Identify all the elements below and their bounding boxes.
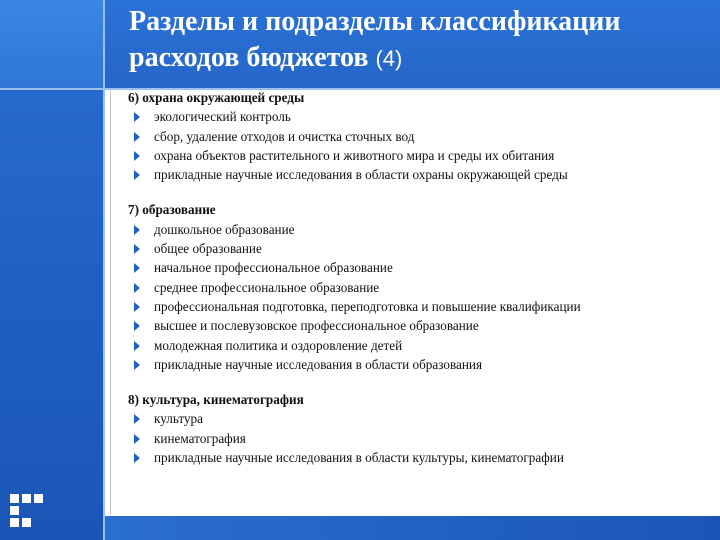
list-item: среднее профессиональное образование	[128, 278, 708, 297]
bullet-arrow-icon	[134, 453, 140, 463]
bullet-arrow-icon	[134, 112, 140, 122]
top-left-block	[0, 0, 103, 90]
section-title: 6) охрана окружающей среды	[128, 90, 305, 105]
list-item: профессиональная подготовка, переподготовка и повышение квалификации	[128, 297, 708, 316]
list-item: высшее и послевузовское профессиональное образование	[128, 316, 708, 335]
bullet-arrow-icon	[134, 132, 140, 142]
title-line-2	[129, 40, 710, 77]
bullet-arrow-icon	[134, 151, 140, 161]
squares-logo-icon	[10, 494, 46, 532]
bullet-arrow-icon	[134, 414, 140, 424]
left-sidebar-band	[0, 0, 103, 540]
title-line-2-text: расходов бюджетов	[129, 42, 369, 73]
content-left-rule	[110, 90, 111, 515]
list-item: охрана объектов растительного и животного мира и среды их обитания	[128, 146, 708, 165]
list-item: прикладные научные исследования в области охраны окружающей среды	[128, 165, 708, 184]
list-item: молодежная политика и оздоровление детей	[128, 336, 708, 355]
list-item: начальное профессиональное образование	[128, 258, 708, 277]
bullet-arrow-icon	[134, 434, 140, 444]
section-culture	[128, 390, 708, 467]
slide-title	[129, 4, 710, 77]
list-item: прикладные научные исследования в области образования	[128, 355, 708, 374]
bullet-arrow-icon	[134, 341, 140, 351]
title-line-1: Разделы и подразделы классификации	[129, 6, 621, 37]
list-item: дошкольное образование	[128, 220, 708, 239]
section-title: 7) образование	[128, 202, 216, 218]
list-item: культура	[128, 409, 708, 428]
list-item: прикладные научные исследования в области культуры, кинематографии	[128, 448, 708, 467]
list-item: общее образование	[128, 239, 708, 258]
list-item: сбор, удаление отходов и очистка сточных вод	[128, 127, 708, 146]
bullet-arrow-icon	[134, 360, 140, 370]
section-title: 8) культура, кинематография	[128, 392, 304, 408]
section-environment	[128, 88, 708, 184]
classification-content	[128, 88, 708, 483]
section-education	[128, 200, 708, 374]
bullet-arrow-icon	[134, 244, 140, 254]
title-slide-number: (4)	[375, 46, 403, 71]
list-item: экологический контроль	[128, 107, 708, 126]
bullet-arrow-icon	[134, 170, 140, 180]
sidebar-divider	[103, 0, 105, 540]
list-item: кинематография	[128, 429, 708, 448]
bullet-arrow-icon	[134, 321, 140, 331]
bullet-arrow-icon	[134, 283, 140, 293]
bullet-arrow-icon	[134, 263, 140, 273]
footer-bar	[105, 516, 720, 540]
slide-header	[103, 0, 720, 90]
bullet-arrow-icon	[134, 225, 140, 235]
bullet-arrow-icon	[134, 302, 140, 312]
